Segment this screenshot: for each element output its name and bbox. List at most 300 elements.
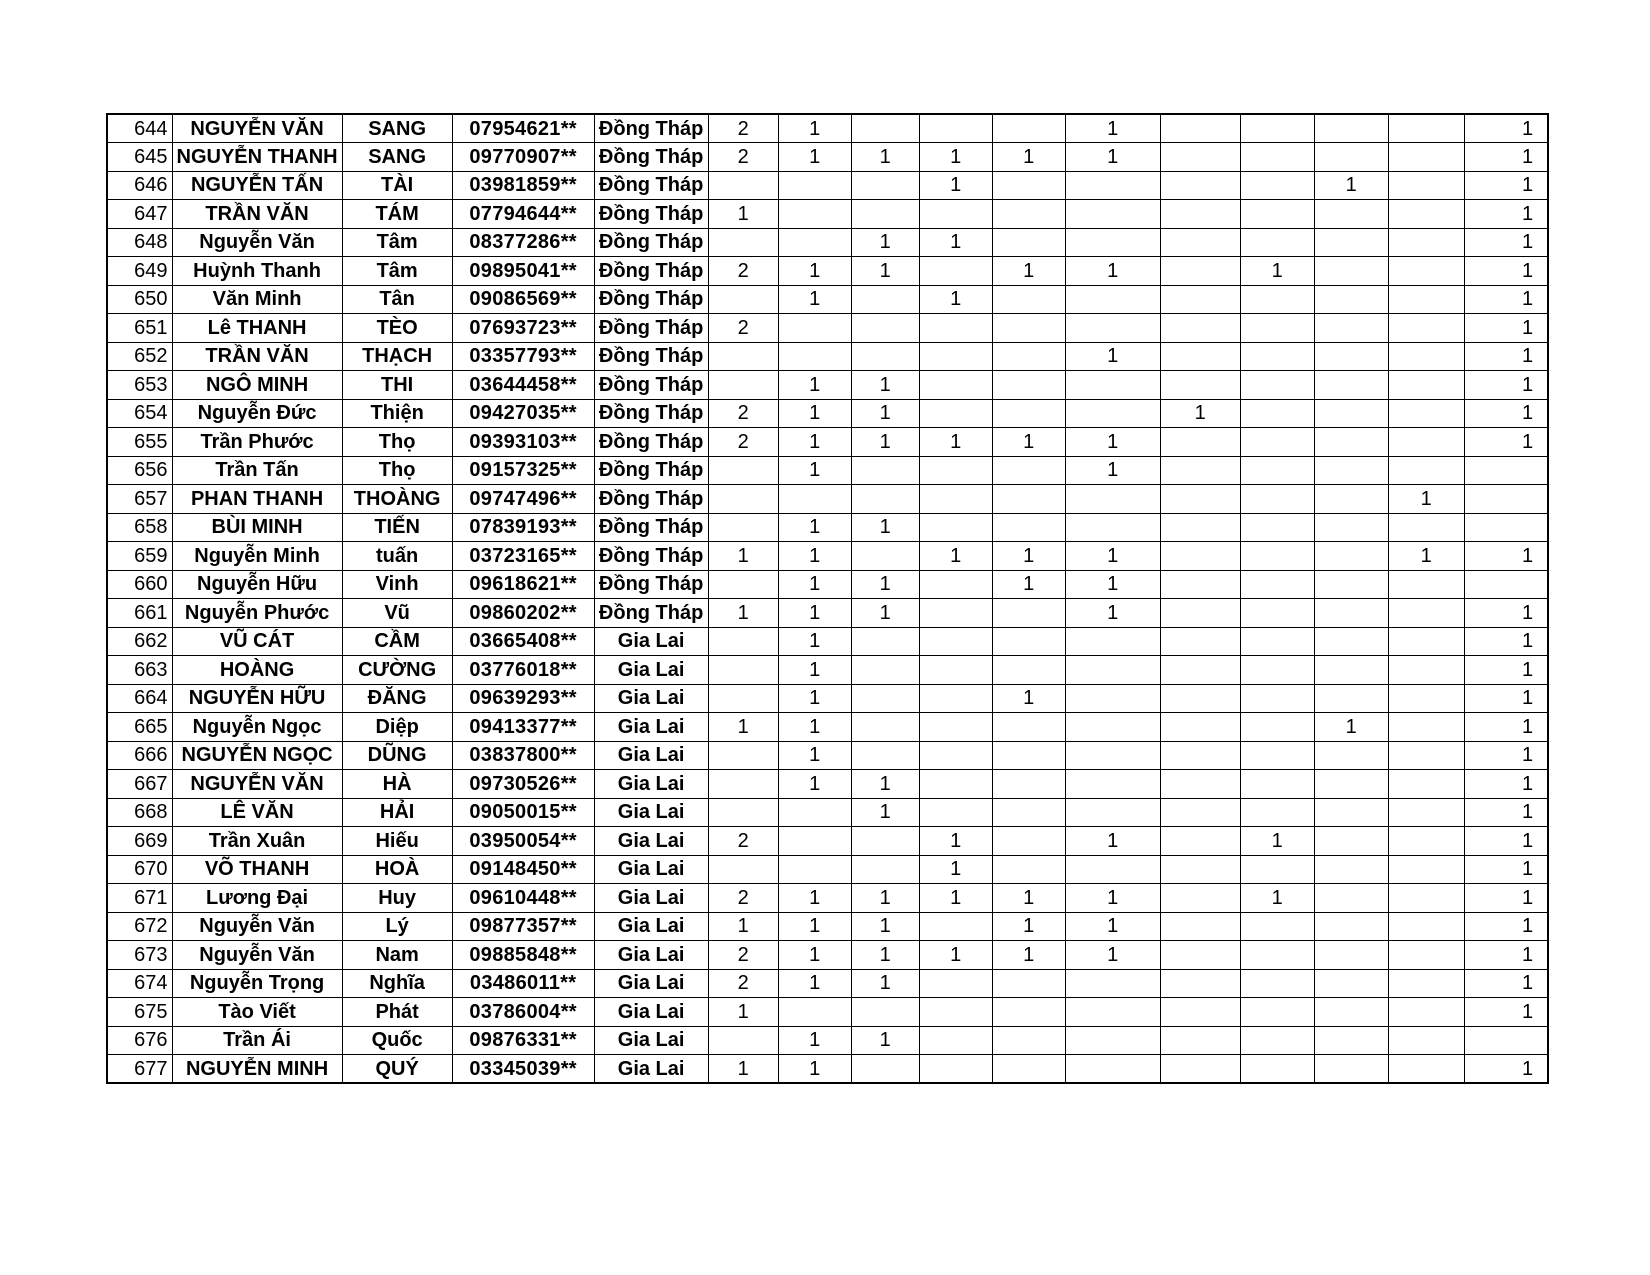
mark-cell-1 [708,485,778,514]
last-name-cell: Nguyễn Phước [172,599,342,628]
mark-cell-9 [1314,200,1388,229]
row-number: 652 [107,342,172,371]
mark-cell-9 [1314,1026,1388,1055]
mark-cell-11 [1464,485,1548,514]
mark-cell-5: 1 [992,570,1065,599]
phone-cell: 09876331** [452,1026,594,1055]
phone-cell: 03345039** [452,1055,594,1084]
mark-cell-8 [1240,485,1314,514]
phone-cell: 07839193** [452,513,594,542]
mark-cell-7 [1160,941,1240,970]
mark-cell-9 [1314,285,1388,314]
mark-cell-2: 1 [778,570,851,599]
row-number: 651 [107,314,172,343]
row-number: 650 [107,285,172,314]
mark-cell-3: 1 [851,1026,919,1055]
province-cell: Đồng Tháp [594,143,708,172]
mark-cell-8 [1240,143,1314,172]
mark-cell-5: 1 [992,428,1065,457]
mark-cell-4 [919,798,992,827]
mark-cell-11 [1464,513,1548,542]
mark-cell-2: 1 [778,542,851,571]
mark-cell-3 [851,456,919,485]
mark-cell-1: 1 [708,200,778,229]
last-name-cell: Văn Minh [172,285,342,314]
mark-cell-4 [919,314,992,343]
mark-cell-2 [778,200,851,229]
mark-cell-10 [1388,912,1464,941]
phone-cell: 09895041** [452,257,594,286]
mark-cell-5 [992,1026,1065,1055]
mark-cell-8 [1240,684,1314,713]
first-name-cell: TÁM [342,200,452,229]
mark-cell-10 [1388,770,1464,799]
province-cell: Gia Lai [594,798,708,827]
mark-cell-1: 2 [708,827,778,856]
mark-cell-7 [1160,485,1240,514]
row-number: 673 [107,941,172,970]
mark-cell-1 [708,855,778,884]
mark-cell-11: 1 [1464,428,1548,457]
mark-cell-9 [1314,513,1388,542]
mark-cell-8 [1240,542,1314,571]
phone-cell: 03776018** [452,656,594,685]
row-number: 648 [107,228,172,257]
mark-cell-7 [1160,456,1240,485]
mark-cell-3 [851,627,919,656]
mark-cell-7 [1160,257,1240,286]
mark-cell-8 [1240,342,1314,371]
mark-cell-5 [992,969,1065,998]
row-number: 665 [107,713,172,742]
mark-cell-2: 1 [778,912,851,941]
mark-cell-8 [1240,713,1314,742]
last-name-cell: BÙI MINH [172,513,342,542]
mark-cell-6: 1 [1065,456,1160,485]
first-name-cell: Tân [342,285,452,314]
last-name-cell: Trần Ái [172,1026,342,1055]
mark-cell-5 [992,371,1065,400]
phone-cell: 09730526** [452,770,594,799]
first-name-cell: SANG [342,143,452,172]
row-number: 644 [107,114,172,143]
mark-cell-1 [708,798,778,827]
mark-cell-10 [1388,656,1464,685]
mark-cell-6 [1065,285,1160,314]
mark-cell-10 [1388,171,1464,200]
mark-cell-11: 1 [1464,941,1548,970]
first-name-cell: Diệp [342,713,452,742]
mark-cell-6: 1 [1065,570,1160,599]
mark-cell-6: 1 [1065,884,1160,913]
first-name-cell: SANG [342,114,452,143]
phone-cell: 09086569** [452,285,594,314]
province-cell: Gia Lai [594,1026,708,1055]
mark-cell-8 [1240,599,1314,628]
mark-cell-5 [992,713,1065,742]
first-name-cell: Thiện [342,399,452,428]
mark-cell-10 [1388,969,1464,998]
row-number: 668 [107,798,172,827]
mark-cell-1: 2 [708,399,778,428]
mark-cell-1 [708,656,778,685]
last-name-cell: NGUYỄN THANH [172,143,342,172]
mark-cell-5 [992,998,1065,1027]
last-name-cell: Huỳnh Thanh [172,257,342,286]
mark-cell-3 [851,741,919,770]
mark-cell-1 [708,456,778,485]
last-name-cell: NGUYỄN HỮU [172,684,342,713]
province-cell: Gia Lai [594,656,708,685]
first-name-cell: QUÝ [342,1055,452,1084]
mark-cell-2 [778,314,851,343]
mark-cell-10 [1388,855,1464,884]
table-row [107,1026,1548,1055]
mark-cell-9: 1 [1314,171,1388,200]
mark-cell-11: 1 [1464,969,1548,998]
mark-cell-5: 1 [992,542,1065,571]
mark-cell-4 [919,684,992,713]
mark-cell-9 [1314,228,1388,257]
mark-cell-10 [1388,741,1464,770]
province-cell: Đồng Tháp [594,570,708,599]
mark-cell-5: 1 [992,884,1065,913]
row-number: 657 [107,485,172,514]
mark-cell-2: 1 [778,770,851,799]
mark-cell-11 [1464,1026,1548,1055]
last-name-cell: Lê THANH [172,314,342,343]
last-name-cell: HOÀNG [172,656,342,685]
province-cell: Gia Lai [594,855,708,884]
mark-cell-7 [1160,1055,1240,1084]
phone-cell: 09877357** [452,912,594,941]
mark-cell-5 [992,285,1065,314]
province-cell: Đồng Tháp [594,485,708,514]
mark-cell-7 [1160,912,1240,941]
mark-cell-3 [851,285,919,314]
mark-cell-8 [1240,941,1314,970]
mark-cell-5: 1 [992,257,1065,286]
first-name-cell: THI [342,371,452,400]
table-row [107,456,1548,485]
phone-cell: 08377286** [452,228,594,257]
mark-cell-5 [992,485,1065,514]
mark-cell-6: 1 [1065,827,1160,856]
phone-cell: 09639293** [452,684,594,713]
mark-cell-11: 1 [1464,627,1548,656]
mark-cell-4: 1 [919,285,992,314]
table-row [107,912,1548,941]
mark-cell-7 [1160,827,1240,856]
last-name-cell: Trần Tấn [172,456,342,485]
row-number: 667 [107,770,172,799]
table-row [107,171,1548,200]
mark-cell-7 [1160,570,1240,599]
table-row [107,941,1548,970]
province-cell: Gia Lai [594,884,708,913]
row-number: 654 [107,399,172,428]
mark-cell-5 [992,599,1065,628]
mark-cell-10 [1388,257,1464,286]
table-body [107,114,1548,1083]
mark-cell-9 [1314,770,1388,799]
phone-cell: 09393103** [452,428,594,457]
mark-cell-5 [992,114,1065,143]
mark-cell-4 [919,627,992,656]
mark-cell-1: 1 [708,599,778,628]
mark-cell-10: 1 [1388,542,1464,571]
mark-cell-8 [1240,998,1314,1027]
mark-cell-2: 1 [778,599,851,628]
mark-cell-8 [1240,456,1314,485]
mark-cell-8 [1240,371,1314,400]
mark-cell-2: 1 [778,941,851,970]
mark-cell-10 [1388,798,1464,827]
province-cell: Gia Lai [594,912,708,941]
mark-cell-6 [1065,1055,1160,1084]
first-name-cell: ĐĂNG [342,684,452,713]
last-name-cell: Trần Xuân [172,827,342,856]
mark-cell-6 [1065,713,1160,742]
last-name-cell: VÕ THANH [172,855,342,884]
mark-cell-6 [1065,314,1160,343]
mark-cell-9 [1314,884,1388,913]
mark-cell-10 [1388,200,1464,229]
mark-cell-4: 1 [919,542,992,571]
province-cell: Gia Lai [594,684,708,713]
mark-cell-7 [1160,171,1240,200]
province-cell: Đồng Tháp [594,513,708,542]
mark-cell-10 [1388,314,1464,343]
mark-cell-2 [778,827,851,856]
mark-cell-6 [1065,855,1160,884]
phone-cell: 03723165** [452,542,594,571]
mark-cell-3 [851,200,919,229]
mark-cell-11: 1 [1464,884,1548,913]
mark-cell-11: 1 [1464,171,1548,200]
mark-cell-3: 1 [851,570,919,599]
mark-cell-7 [1160,314,1240,343]
mark-cell-10 [1388,1055,1464,1084]
mark-cell-3 [851,342,919,371]
mark-cell-4 [919,656,992,685]
mark-cell-7 [1160,599,1240,628]
mark-cell-9 [1314,570,1388,599]
province-cell: Đồng Tháp [594,542,708,571]
last-name-cell: Nguyễn Văn [172,912,342,941]
row-number: 672 [107,912,172,941]
mark-cell-4: 1 [919,428,992,457]
mark-cell-9 [1314,143,1388,172]
mark-cell-9 [1314,428,1388,457]
mark-cell-8 [1240,171,1314,200]
mark-cell-9 [1314,342,1388,371]
last-name-cell: Lương Đại [172,884,342,913]
mark-cell-10 [1388,599,1464,628]
mark-cell-7 [1160,428,1240,457]
first-name-cell: Thọ [342,428,452,457]
phone-cell: 03950054** [452,827,594,856]
mark-cell-6 [1065,513,1160,542]
first-name-cell: Vinh [342,570,452,599]
mark-cell-1: 1 [708,998,778,1027]
mark-cell-5 [992,456,1065,485]
mark-cell-11: 1 [1464,855,1548,884]
mark-cell-4 [919,998,992,1027]
last-name-cell: Nguyễn Minh [172,542,342,571]
mark-cell-11: 1 [1464,257,1548,286]
mark-cell-8 [1240,314,1314,343]
mark-cell-9 [1314,741,1388,770]
mark-cell-4 [919,1055,992,1084]
mark-cell-9 [1314,627,1388,656]
mark-cell-7 [1160,114,1240,143]
mark-cell-1 [708,285,778,314]
mark-cell-2: 1 [778,371,851,400]
mark-cell-11: 1 [1464,542,1548,571]
province-cell: Gia Lai [594,741,708,770]
mark-cell-5 [992,656,1065,685]
row-number: 674 [107,969,172,998]
mark-cell-9 [1314,912,1388,941]
mark-cell-11: 1 [1464,798,1548,827]
mark-cell-8 [1240,285,1314,314]
mark-cell-8 [1240,969,1314,998]
mark-cell-1 [708,513,778,542]
mark-cell-10 [1388,1026,1464,1055]
mark-cell-1: 1 [708,713,778,742]
province-cell: Đồng Tháp [594,257,708,286]
mark-cell-11: 1 [1464,200,1548,229]
mark-cell-8 [1240,912,1314,941]
phone-cell: 09618621** [452,570,594,599]
table-row [107,342,1548,371]
table-row [107,257,1548,286]
table-row [107,741,1548,770]
mark-cell-3 [851,684,919,713]
last-name-cell: TRẦN VĂN [172,342,342,371]
row-number: 664 [107,684,172,713]
mark-cell-10 [1388,998,1464,1027]
mark-cell-11: 1 [1464,684,1548,713]
province-cell: Gia Lai [594,827,708,856]
mark-cell-2: 1 [778,684,851,713]
mark-cell-6 [1065,228,1160,257]
mark-cell-7 [1160,713,1240,742]
first-name-cell: HÀ [342,770,452,799]
province-cell: Gia Lai [594,770,708,799]
mark-cell-4: 1 [919,171,992,200]
mark-cell-7: 1 [1160,399,1240,428]
mark-cell-11: 1 [1464,1055,1548,1084]
mark-cell-3 [851,998,919,1027]
row-number: 655 [107,428,172,457]
phone-cell: 03357793** [452,342,594,371]
row-number: 660 [107,570,172,599]
first-name-cell: tuấn [342,542,452,571]
province-cell: Gia Lai [594,627,708,656]
mark-cell-1 [708,371,778,400]
mark-cell-2: 1 [778,399,851,428]
province-cell: Gia Lai [594,1055,708,1084]
mark-cell-11: 1 [1464,285,1548,314]
mark-cell-11: 1 [1464,342,1548,371]
first-name-cell: HOÀ [342,855,452,884]
table-row [107,599,1548,628]
phone-cell: 09610448** [452,884,594,913]
last-name-cell: PHAN THANH [172,485,342,514]
first-name-cell: THẠCH [342,342,452,371]
mark-cell-6: 1 [1065,428,1160,457]
last-name-cell: Nguyễn Trọng [172,969,342,998]
province-cell: Đồng Tháp [594,228,708,257]
phone-cell: 09770907** [452,143,594,172]
phone-cell: 07693723** [452,314,594,343]
mark-cell-9 [1314,684,1388,713]
mark-cell-6 [1065,684,1160,713]
mark-cell-5 [992,627,1065,656]
row-number: 645 [107,143,172,172]
mark-cell-9 [1314,257,1388,286]
row-number: 669 [107,827,172,856]
mark-cell-3: 1 [851,399,919,428]
last-name-cell: NGUYỄN NGỌC [172,741,342,770]
last-name-cell: NGÔ MINH [172,371,342,400]
mark-cell-2: 1 [778,1026,851,1055]
mark-cell-7 [1160,228,1240,257]
mark-cell-2 [778,342,851,371]
mark-cell-4 [919,599,992,628]
phone-cell: 03486011** [452,969,594,998]
province-cell: Gia Lai [594,713,708,742]
mark-cell-7 [1160,200,1240,229]
mark-cell-4: 1 [919,827,992,856]
mark-cell-1 [708,171,778,200]
mark-cell-4 [919,513,992,542]
table-row [107,570,1548,599]
mark-cell-5: 1 [992,912,1065,941]
last-name-cell: Tào Viết [172,998,342,1027]
mark-cell-9 [1314,998,1388,1027]
mark-cell-8 [1240,200,1314,229]
mark-cell-9: 1 [1314,713,1388,742]
mark-cell-7 [1160,513,1240,542]
mark-cell-3 [851,171,919,200]
mark-cell-2: 1 [778,969,851,998]
mark-cell-1 [708,342,778,371]
last-name-cell: VŨ CÁT [172,627,342,656]
first-name-cell: CƯỜNG [342,656,452,685]
mark-cell-5 [992,200,1065,229]
mark-cell-11: 1 [1464,713,1548,742]
phone-cell: 09413377** [452,713,594,742]
first-name-cell: Hiếu [342,827,452,856]
first-name-cell: TÀI [342,171,452,200]
table-row [107,371,1548,400]
mark-cell-9 [1314,371,1388,400]
mark-cell-8 [1240,855,1314,884]
province-cell: Đồng Tháp [594,342,708,371]
row-number: 666 [107,741,172,770]
mark-cell-9 [1314,399,1388,428]
phone-cell: 03644458** [452,371,594,400]
last-name-cell: NGUYỄN TẤN [172,171,342,200]
row-number: 663 [107,656,172,685]
mark-cell-1: 1 [708,542,778,571]
table-row [107,228,1548,257]
mark-cell-1: 2 [708,143,778,172]
row-number: 649 [107,257,172,286]
